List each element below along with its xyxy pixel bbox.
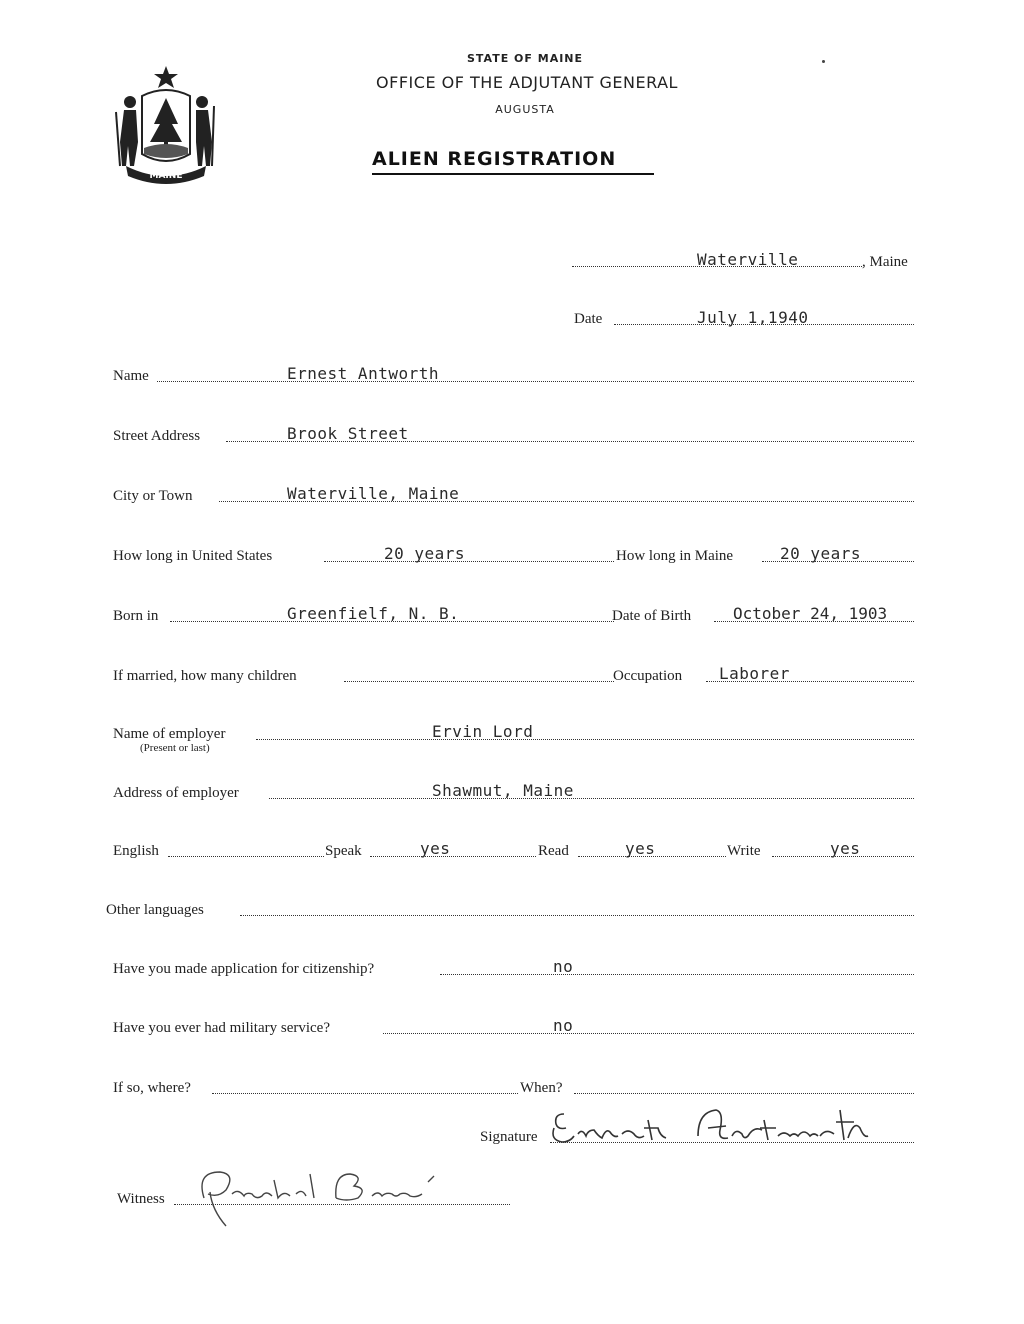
city-value: Waterville, Maine: [287, 484, 460, 503]
speak-value: yes: [420, 839, 451, 858]
how-long-maine-label: How long in Maine: [616, 548, 734, 564]
when-label: When?: [520, 1080, 563, 1096]
children-line: [344, 681, 614, 682]
witness-signature: [186, 1164, 456, 1230]
write-value: yes: [830, 839, 861, 858]
date-label: Date: [574, 311, 603, 327]
military-value: no: [553, 1016, 574, 1035]
office-heading: OFFICE OF THE ADJUTANT GENERAL: [376, 73, 678, 92]
title-underline: [372, 173, 654, 175]
employer-address-label: Address of employer: [113, 785, 239, 801]
name-line: [157, 381, 914, 382]
location-value: Waterville: [697, 250, 799, 269]
english-label: English: [113, 843, 159, 859]
when-line: [574, 1093, 914, 1094]
employer-name-value: Ervin Lord: [432, 722, 534, 741]
date-of-birth-label: Date of Birth: [612, 608, 692, 624]
write-label: Write: [727, 843, 761, 859]
military-line: [383, 1033, 914, 1034]
read-value: yes: [625, 839, 656, 858]
street-address-value: Brook Street: [287, 424, 409, 443]
other-languages-line: [240, 915, 914, 916]
employer-name-sublabel: (Present or last): [140, 742, 210, 754]
how-long-us-label: How long in United States: [113, 548, 273, 564]
witness-label: Witness: [117, 1191, 165, 1207]
english-line: [168, 856, 324, 857]
employer-name-line: [256, 739, 914, 740]
state-heading: STATE OF MAINE: [466, 52, 584, 65]
citizenship-value: no: [553, 957, 574, 976]
employer-name-label: Name of employer: [113, 726, 226, 742]
signature-label: Signature: [480, 1129, 538, 1145]
speak-line: [370, 856, 536, 857]
city-heading: AUGUSTA: [495, 103, 555, 116]
how-long-us-value: 20 years: [384, 544, 466, 563]
date-value: July 1,1940: [697, 308, 809, 327]
seal-text: MAINE: [149, 171, 183, 181]
occupation-label: Occupation: [613, 668, 683, 684]
citizenship-line: [440, 974, 914, 975]
stray-mark: [822, 60, 825, 63]
other-languages-label: Other languages: [106, 902, 204, 918]
where-line: [212, 1093, 518, 1094]
citizenship-label: Have you made application for citizenship?: [113, 961, 375, 977]
employer-address-line: [269, 798, 914, 799]
read-label: Read: [538, 843, 569, 859]
applicant-signature: [548, 1100, 878, 1152]
born-in-value: Greenfielf, N. B.: [287, 604, 460, 623]
how-long-maine-value: 20 years: [780, 544, 862, 563]
location-suffix: , Maine: [862, 254, 908, 270]
where-label: If so, where?: [113, 1080, 191, 1096]
children-label: If married, how many children: [113, 668, 297, 684]
street-address-label: Street Address: [113, 428, 201, 444]
how-long-us-line: [324, 561, 614, 562]
born-in-label: Born in: [113, 608, 159, 624]
occupation-value: Laborer: [719, 664, 790, 683]
name-label: Name: [113, 368, 149, 384]
military-label: Have you ever had military service?: [113, 1020, 330, 1036]
speak-label: Speak: [325, 843, 362, 859]
date-of-birth-value: October 24, 1903: [733, 604, 888, 623]
city-label: City or Town: [113, 488, 193, 504]
form-title: [372, 148, 654, 175]
page-title: ALIEN REGISTRATION: [372, 148, 617, 170]
name-value: Ernest Antworth: [287, 364, 439, 383]
employer-address-value: Shawmut, Maine: [432, 781, 574, 800]
